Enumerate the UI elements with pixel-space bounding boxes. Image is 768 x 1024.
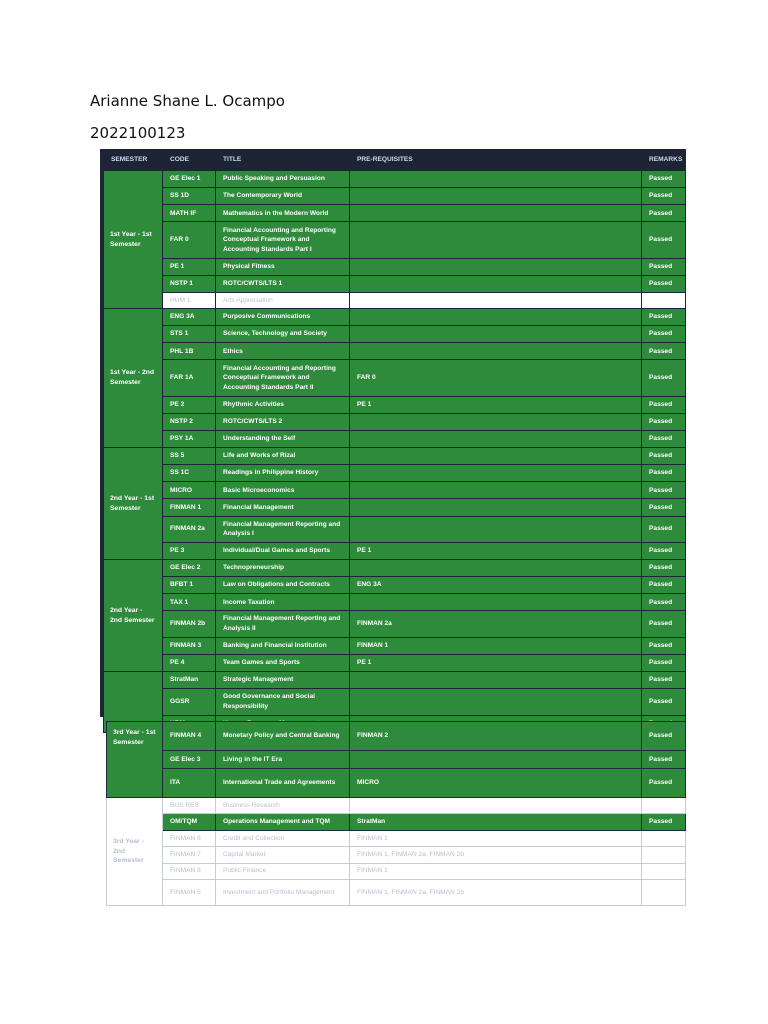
table-row bbox=[104, 171, 686, 188]
course-title: Ethics bbox=[216, 343, 350, 360]
course-prerequisites bbox=[350, 672, 642, 689]
course-title: Technopreneurship bbox=[216, 560, 350, 577]
table-row bbox=[104, 560, 686, 577]
course-remarks: Passed bbox=[642, 516, 686, 542]
course-remarks bbox=[642, 847, 686, 863]
course-code: GE Elec 1 bbox=[163, 171, 216, 188]
course-remarks: Passed bbox=[642, 654, 686, 671]
course-code: SS 1C bbox=[163, 465, 216, 482]
course-prerequisites: FINMAN 1 bbox=[350, 863, 642, 879]
table-row bbox=[104, 499, 686, 516]
course-prerequisites bbox=[350, 560, 642, 577]
course-prerequisites bbox=[350, 482, 642, 499]
course-remarks: Passed bbox=[642, 326, 686, 343]
course-title: Financial Management Reporting and Analysis I bbox=[216, 516, 350, 542]
course-code: STS 1 bbox=[163, 326, 216, 343]
course-remarks: Passed bbox=[642, 309, 686, 326]
course-prerequisites: FAR 0 bbox=[350, 360, 642, 396]
table-row bbox=[104, 611, 686, 637]
table-row bbox=[104, 689, 686, 715]
table-row bbox=[107, 750, 686, 769]
course-remarks: Passed bbox=[642, 672, 686, 689]
course-code: FINMAN 3 bbox=[163, 637, 216, 654]
course-code: FINMAN 8 bbox=[163, 863, 216, 879]
course-code: SS 5 bbox=[163, 448, 216, 465]
course-prerequisites: ENG 3A bbox=[350, 577, 642, 594]
course-title: Operations Management and TQM bbox=[216, 814, 350, 831]
course-prerequisites bbox=[350, 594, 642, 611]
table-header-row bbox=[104, 150, 686, 171]
course-code: NSTP 2 bbox=[163, 413, 216, 430]
course-title: Readings in Philippine History bbox=[216, 465, 350, 482]
course-title: Arts Appreciation bbox=[216, 292, 350, 308]
course-code: FINMAN 4 bbox=[163, 722, 216, 751]
course-code: PE 3 bbox=[163, 542, 216, 559]
course-code: FINMAN 6 bbox=[163, 831, 216, 847]
course-remarks bbox=[642, 292, 686, 308]
course-title: Investment and Portfolio Management bbox=[216, 879, 350, 905]
course-prerequisites bbox=[350, 516, 642, 542]
course-remarks: Passed bbox=[642, 611, 686, 637]
course-title: Mathematics in the Modern World bbox=[216, 205, 350, 222]
course-title: Life and Works of Rizal bbox=[216, 448, 350, 465]
course-code: BFBT 1 bbox=[163, 577, 216, 594]
course-code: HUM 1 bbox=[163, 292, 216, 308]
table-row bbox=[104, 222, 686, 258]
course-remarks: Passed bbox=[642, 542, 686, 559]
semester-cell: 3rd Year - 2nd Semester bbox=[107, 798, 163, 906]
course-code: ITA bbox=[163, 769, 216, 798]
table-row bbox=[104, 594, 686, 611]
course-remarks: Passed bbox=[642, 171, 686, 188]
course-prerequisites bbox=[350, 750, 642, 769]
course-remarks: Passed bbox=[642, 360, 686, 396]
header-code: CODE bbox=[163, 150, 216, 171]
course-prerequisites: FINMAN 1 bbox=[350, 831, 642, 847]
course-title: Public Speaking and Persuasion bbox=[216, 171, 350, 188]
course-remarks: Passed bbox=[642, 396, 686, 413]
course-remarks: Passed bbox=[642, 448, 686, 465]
grades-table-top bbox=[103, 149, 686, 733]
course-code: MATH IF bbox=[163, 205, 216, 222]
course-title: Understanding the Self bbox=[216, 430, 350, 447]
course-remarks: Passed bbox=[642, 750, 686, 769]
course-prerequisites: FINMAN 1, FINMAN 2a, FINMAN 2b bbox=[350, 847, 642, 863]
course-remarks: Passed bbox=[642, 188, 686, 205]
course-remarks: Passed bbox=[642, 205, 686, 222]
course-code: OM/TQM bbox=[163, 814, 216, 831]
course-code: BUS RES bbox=[163, 798, 216, 814]
semester-cell: 2nd Year - 1st Semester bbox=[104, 448, 163, 560]
course-remarks: Passed bbox=[642, 560, 686, 577]
course-remarks: Passed bbox=[642, 577, 686, 594]
table-row bbox=[104, 637, 686, 654]
course-remarks bbox=[642, 798, 686, 814]
course-code: PE 1 bbox=[163, 258, 216, 275]
table-row bbox=[107, 879, 686, 905]
course-title: Financial Accounting and Reporting Conceptual Framework and Accounting Standards Part I bbox=[216, 222, 350, 258]
course-prerequisites bbox=[350, 326, 642, 343]
course-prerequisites bbox=[350, 292, 642, 308]
course-prerequisites: StratMan bbox=[350, 814, 642, 831]
semester-cell: 2nd Year - 2nd Semester bbox=[104, 560, 163, 672]
course-prerequisites bbox=[350, 448, 642, 465]
course-prerequisites: PE 1 bbox=[350, 654, 642, 671]
course-code: PE 4 bbox=[163, 654, 216, 671]
course-title: Basic Microeconomics bbox=[216, 482, 350, 499]
course-title: Team Games and Sports bbox=[216, 654, 350, 671]
course-title: Individual/Dual Games and Sports bbox=[216, 542, 350, 559]
table-row bbox=[107, 831, 686, 847]
course-title: Public Finance bbox=[216, 863, 350, 879]
course-remarks: Passed bbox=[642, 413, 686, 430]
table-row bbox=[104, 396, 686, 413]
table-row bbox=[107, 798, 686, 814]
course-title: Living in the IT Era bbox=[216, 750, 350, 769]
course-code: PSY 1A bbox=[163, 430, 216, 447]
course-remarks bbox=[642, 879, 686, 905]
course-remarks: Passed bbox=[642, 275, 686, 292]
course-code: GE Elec 2 bbox=[163, 560, 216, 577]
course-prerequisites bbox=[350, 465, 642, 482]
course-remarks bbox=[642, 863, 686, 879]
student-id: 2022100123 bbox=[90, 124, 186, 142]
course-code: MICRO bbox=[163, 482, 216, 499]
table-row bbox=[104, 205, 686, 222]
table-row bbox=[104, 465, 686, 482]
table-row bbox=[104, 292, 686, 308]
table-row bbox=[104, 482, 686, 499]
student-name: Arianne Shane L. Ocampo bbox=[90, 92, 285, 110]
table-row bbox=[104, 258, 686, 275]
table-row bbox=[104, 654, 686, 671]
course-code: PHL 1B bbox=[163, 343, 216, 360]
course-remarks: Passed bbox=[642, 769, 686, 798]
course-code: StratMan bbox=[163, 672, 216, 689]
table-row bbox=[104, 275, 686, 292]
course-title: Purposive Communications bbox=[216, 309, 350, 326]
course-prerequisites bbox=[350, 343, 642, 360]
table-row bbox=[104, 188, 686, 205]
header-semester: SEMESTER bbox=[104, 150, 163, 171]
table-row bbox=[107, 769, 686, 798]
course-prerequisites bbox=[350, 499, 642, 516]
course-title: ROTC/CWTS/LTS 1 bbox=[216, 275, 350, 292]
semester-cell: 1st Year - 1st Semester bbox=[104, 171, 163, 309]
table-row bbox=[104, 413, 686, 430]
course-code: FINMAN 2a bbox=[163, 516, 216, 542]
course-title: The Contemporary World bbox=[216, 188, 350, 205]
course-remarks: Passed bbox=[642, 258, 686, 275]
course-prerequisites: MICRO bbox=[350, 769, 642, 798]
table-row bbox=[107, 722, 686, 751]
course-prerequisites: FINMAN 1 bbox=[350, 637, 642, 654]
table-row bbox=[104, 577, 686, 594]
course-title: Income Taxation bbox=[216, 594, 350, 611]
semester-cell: 3rd Year - 1st Semester bbox=[107, 722, 163, 798]
course-remarks bbox=[642, 831, 686, 847]
table-row bbox=[104, 309, 686, 326]
table-row bbox=[104, 672, 686, 689]
course-code: FINMAN 5 bbox=[163, 879, 216, 905]
course-code: GE Elec 3 bbox=[163, 750, 216, 769]
course-title: Monetary Policy and Central Banking bbox=[216, 722, 350, 751]
table-row bbox=[104, 430, 686, 447]
course-title: ROTC/CWTS/LTS 2 bbox=[216, 413, 350, 430]
course-prerequisites bbox=[350, 188, 642, 205]
course-title: Credit and Collection bbox=[216, 831, 350, 847]
course-title: Capital Market bbox=[216, 847, 350, 863]
course-remarks: Passed bbox=[642, 594, 686, 611]
course-title: Science, Technology and Society bbox=[216, 326, 350, 343]
semester-cell: 1st Year - 2nd Semester bbox=[104, 309, 163, 448]
course-code: FINMAN 2b bbox=[163, 611, 216, 637]
course-code: GGSR bbox=[163, 689, 216, 715]
course-code: FINMAN 1 bbox=[163, 499, 216, 516]
course-code: FAR 1A bbox=[163, 360, 216, 396]
table-row bbox=[104, 360, 686, 396]
course-prerequisites bbox=[350, 275, 642, 292]
table-row bbox=[107, 863, 686, 879]
course-remarks: Passed bbox=[642, 430, 686, 447]
course-prerequisites: FINMAN 2 bbox=[350, 722, 642, 751]
course-prerequisites bbox=[350, 430, 642, 447]
course-title: International Trade and Agreements bbox=[216, 769, 350, 798]
course-prerequisites bbox=[350, 222, 642, 258]
course-prerequisites: PE 1 bbox=[350, 542, 642, 559]
course-remarks: Passed bbox=[642, 482, 686, 499]
course-prerequisites: FINMAN 2a bbox=[350, 611, 642, 637]
course-title: Physical Fitness bbox=[216, 258, 350, 275]
course-code: FAR 0 bbox=[163, 222, 216, 258]
course-remarks: Passed bbox=[642, 465, 686, 482]
course-prerequisites bbox=[350, 171, 642, 188]
course-remarks: Passed bbox=[642, 637, 686, 654]
course-remarks: Passed bbox=[642, 343, 686, 360]
header-remarks: REMARKS bbox=[642, 150, 686, 171]
course-prerequisites bbox=[350, 309, 642, 326]
course-code: PE 2 bbox=[163, 396, 216, 413]
table-row bbox=[104, 542, 686, 559]
table-row bbox=[104, 326, 686, 343]
course-code: FINMAN 7 bbox=[163, 847, 216, 863]
course-remarks: Passed bbox=[642, 722, 686, 751]
course-title: Financial Accounting and Reporting Conceptual Framework and Accounting Standards Part II bbox=[216, 360, 350, 396]
table-row bbox=[104, 516, 686, 542]
course-title: Business Research bbox=[216, 798, 350, 814]
course-prerequisites bbox=[350, 413, 642, 430]
header-title: TITLE bbox=[216, 150, 350, 171]
course-prerequisites bbox=[350, 798, 642, 814]
course-remarks: Passed bbox=[642, 499, 686, 516]
header-prerequisites: PRE-REQUISITES bbox=[350, 150, 642, 171]
course-prerequisites: PE 1 bbox=[350, 396, 642, 413]
course-prerequisites: FINMAN 1, FINMAN 2a, FINMAN 2b bbox=[350, 879, 642, 905]
course-remarks: Passed bbox=[642, 222, 686, 258]
course-title: Financial Management bbox=[216, 499, 350, 516]
course-remarks: Passed bbox=[642, 814, 686, 831]
course-title: Good Governance and Social Responsibility bbox=[216, 689, 350, 715]
course-code: SS 1D bbox=[163, 188, 216, 205]
course-code: TAX 1 bbox=[163, 594, 216, 611]
table-row bbox=[104, 448, 686, 465]
course-title: Strategic Management bbox=[216, 672, 350, 689]
course-title: Banking and Financial Institution bbox=[216, 637, 350, 654]
course-code: ENG 3A bbox=[163, 309, 216, 326]
table-row bbox=[104, 343, 686, 360]
course-title: Financial Management Reporting and Analysis II bbox=[216, 611, 350, 637]
course-prerequisites bbox=[350, 258, 642, 275]
course-title: Rhythmic Activities bbox=[216, 396, 350, 413]
table-row bbox=[107, 847, 686, 863]
course-prerequisites bbox=[350, 689, 642, 715]
course-remarks: Passed bbox=[642, 689, 686, 715]
course-title: Law on Obligations and Contracts bbox=[216, 577, 350, 594]
course-code: NSTP 1 bbox=[163, 275, 216, 292]
table-row bbox=[107, 814, 686, 831]
grades-table-bottom bbox=[106, 721, 686, 906]
course-prerequisites bbox=[350, 205, 642, 222]
